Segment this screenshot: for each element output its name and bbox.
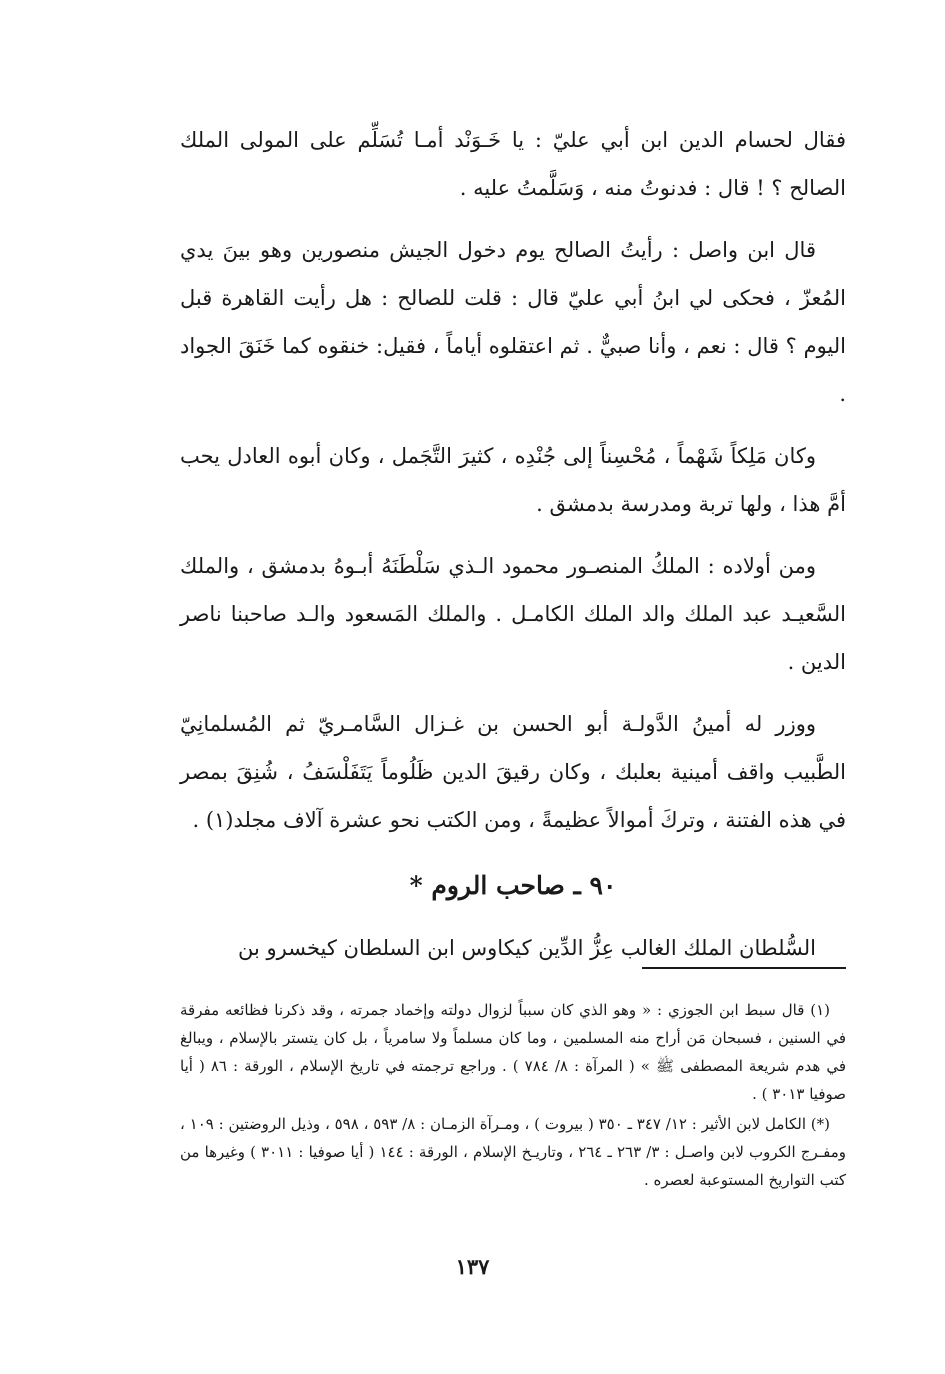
footnote-1: (١) قال سبط ابن الجوزي : « وهو الذي كان سبباً لزوال دولته وإخماد جمرته ، وقد ذكرنا فظائعه مفرقة في السنين ، فسبحان مَن أراح منه المسلمين ، وما كان مسلماً ولا سامرياً ، بل كان يتستر بالإسلام ، ويبالغ في هدم شريعة المصطفى ﷺ » ( المرآة : ٨/ ٧٨٤ ) . وراجع ترجمته في تاريخ الإسلام ، الورقة : ٨٦ ( أيا صوفيا ٣٠١٣ ) . [180, 1001, 847, 1103]
paragraph-4: ومن أولاده : الملكُ المنصـور محمود الـذي سَلْطَنَهُ أبـوهُ بدمشق ، والملك السَّعيـد عبد الملك والد الملك الكامـل . والملك المَسعود والـد صاحبنا ناصر الدين . [180, 554, 846, 674]
footnote-divider [642, 967, 846, 969]
paragraph-5: ووزر له أمينُ الدَّولـة أبو الحسن بن غـزال السَّامـريّ ثم المُسلمانِيّ الطَّبيب واقف أمينية بعلبك ، وكان رقيقَ الدين ظَلُوماً يَتَفَلْسَفُ ، شُنِقَ بمصر في هذه الفتنة ، وتركَ أموالاً عظيمةً ، ومن الكتب نحو عشرة آلاف مجلد(١) . [180, 712, 846, 832]
footnote-sources: (*) الكامل لابن الأثير : ١٢/ ٣٤٧ ـ ٣٥٠ ( بيروت ) ، ومـرآة الزمـان : ٨/ ٥٩٣ ، ٥٩٨ ، وذيل الروضتين : ١٠٩ ، ومفـرج الكروب لابن واصـل : ٣/ ٢٦٣ ـ ٢٦٤ ، وتاريـخ الإسلام ، الورقة : ١٤٤ ( أيا صوفيا : ٣٠١١ ) وغيرها من كتب التواريخ المستوعبة لعصره . [180, 1115, 847, 1189]
paragraph-2: قال ابن واصل : رأيتُ الصالح يوم دخول الجيش منصورين وهو بينَ يدي المُعزّ ، فحكى لي ابنُ أبي عليّ قال : قلت للصالح : هل رأيت القاهرة قبل اليوم ؟ قال : نعم ، وأنا صبيٌّ . ثم اعتقلوه أياماً ، فقيل: خنقوه كما خَنَقَ الجواد . [180, 238, 846, 406]
main-text [180, 116, 846, 986]
section-heading: ٩٠ ـ صاحب الروم * [409, 871, 617, 900]
paragraph-after-heading: السُّلطان الملك الغالب عِزُّ الدِّين كيكاوس ابن السلطان كيخسرو بن [238, 936, 816, 960]
paragraph-1: فقال لحسام الدين ابن أبي عليّ : يا خَـوَنْد أمـا تُسَلِّم على المولى الملك الصالح ؟ ! قال : فدنوتُ منه ، وَسَلَّمتُ عليه . [180, 128, 846, 200]
page-number: ١٣٧ [455, 1254, 490, 1279]
footnotes [180, 996, 846, 1196]
paragraph-3: وكان مَلِكاً شَهْماً ، مُحْسِناً إلى جُنْدِه ، كثيرَ التَّجَمل ، وكان أبوه العادل يحب أمَّ هذا ، ولها تربة ومدرسة بدمشق . [180, 444, 846, 516]
